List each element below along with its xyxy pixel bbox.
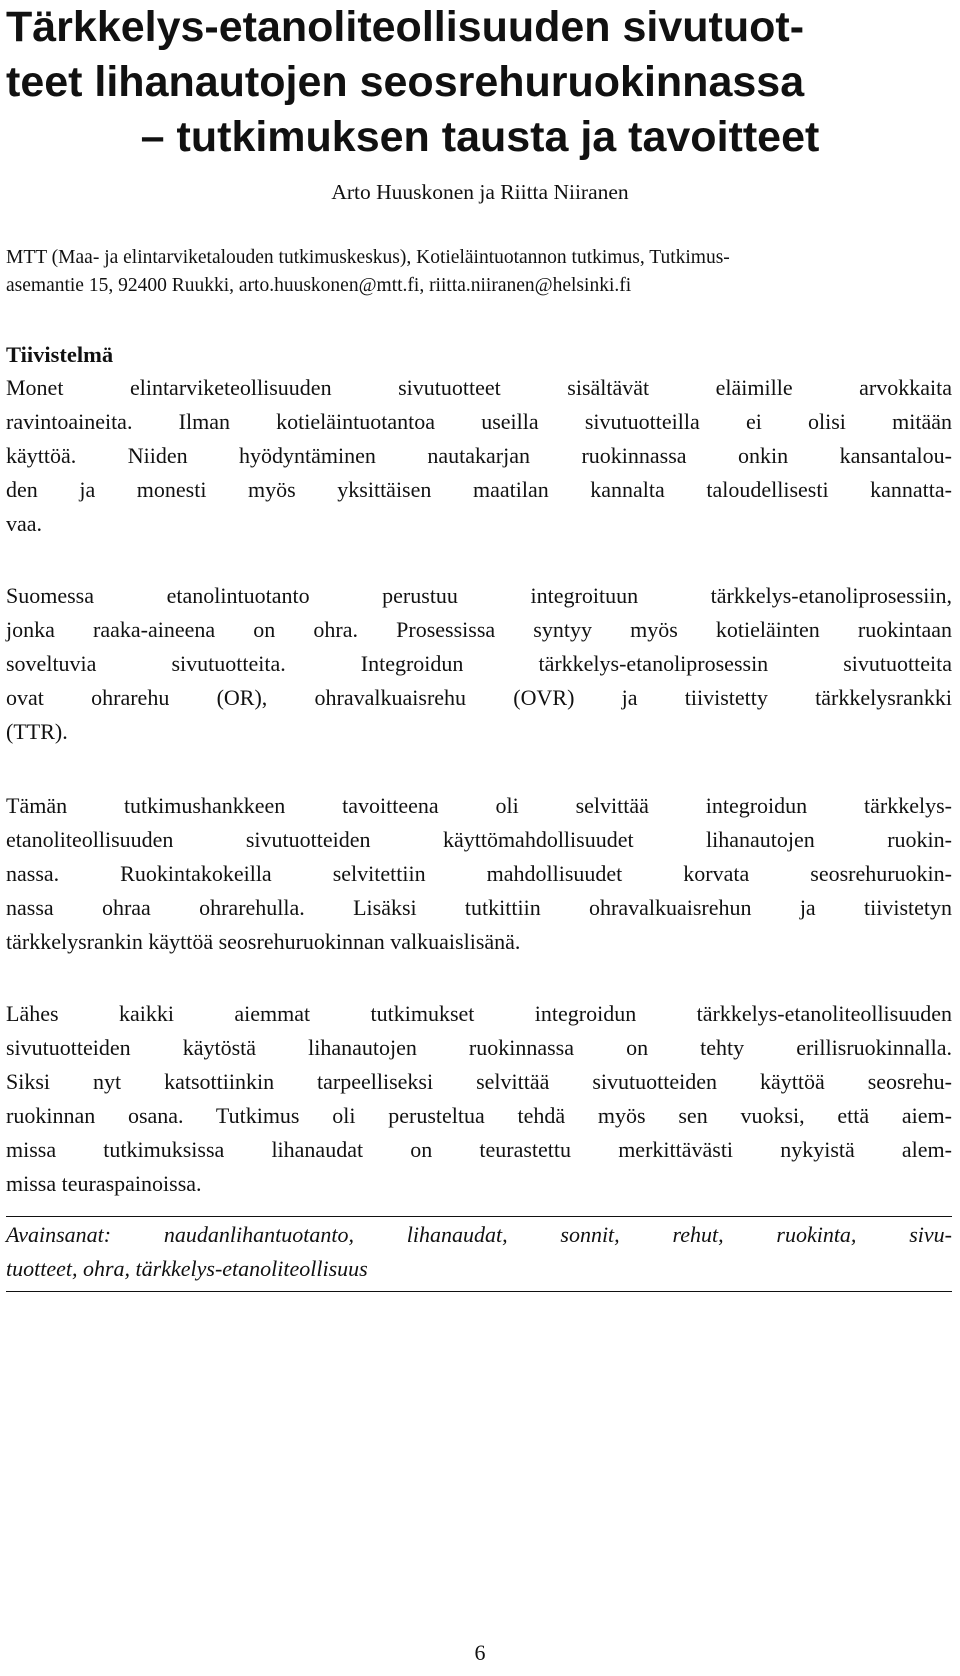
text-line: missa tutkimuksissa lihanaudat on teurastettu merkittävästi nykyistä alem- [6, 1137, 952, 1162]
keywords-line: Avainsanat: naudanlihantuotanto, lihanaudat, sonnit, rehut, ruokinta, sivu- [6, 1222, 952, 1247]
page-number: 6 [474, 1640, 486, 1665]
keywords-top-rule [6, 1216, 952, 1217]
text-line: Lähes kaikki aiemmat tutkimukset integroidun tärkkelys-etanoliteollisuuden [6, 1001, 952, 1026]
text-line: ovat ohrarehu (OR), ohravalkuaisrehu (OVR) ja tiivistetty tärkkelysrankki [6, 685, 952, 710]
abstract-paragraph [6, 789, 952, 959]
text-line: soveltuvia sivutuotteita. Integroidun tärkkelys-etanoliprosessin sivutuotteita [6, 651, 952, 676]
text-line: nassa ohraa ohrarehulla. Lisäksi tutkittiin ohravalkuaisrehun ja tiivistetyn [6, 895, 952, 920]
authors: Arto Huuskonen ja Riitta Niiranen [331, 180, 629, 204]
title-line: teet lihanautojen seosrehuruokinnassa [6, 58, 805, 106]
text-line: jonka raaka-aineena on ohra. Prosessissa syntyy myös kotieläinten ruokintaan [6, 617, 952, 642]
keywords [6, 1218, 952, 1286]
text-line: etanoliteollisuuden sivutuotteiden käyttömahdollisuudet lihanautojen ruokin- [6, 827, 952, 852]
affiliation-line: MTT (Maa- ja elintarviketalouden tutkimuskeskus), Kotieläintuotannon tutkimus, Tutkimus- [6, 247, 730, 268]
abstract-paragraph [6, 579, 952, 749]
abstract-heading: Tiivistelmä [6, 342, 114, 367]
text-line: ruokinnan osana. Tutkimus oli perusteltua tehdä myös sen vuoksi, että aiem- [6, 1103, 952, 1128]
text-line: (TTR). [6, 719, 68, 744]
affiliation [6, 244, 952, 300]
text-line: Monet elintarviketeollisuuden sivutuotteet sisältävät eläimille arvokkaita [6, 375, 952, 400]
text-line: Siksi nyt katsottiinkin tarpeelliseksi selvittää sivutuotteiden käyttöä seosrehu- [6, 1069, 952, 1094]
text-line: den ja monesti myös yksittäisen maatilan kannalta taloudellisesti kannatta- [6, 477, 952, 502]
keywords-bottom-rule [6, 1291, 952, 1292]
text-line: Tämän tutkimushankkeen tavoitteena oli selvittää integroidun tärkkelys- [6, 793, 952, 818]
text-line: tärkkelysrankin käyttöä seosrehuruokinnan valkuaislisänä. [6, 929, 521, 954]
abstract-paragraph [6, 371, 952, 541]
paper-title [6, 0, 954, 165]
text-line: ravintoaineita. Ilman kotieläintuotantoa useilla sivutuotteilla ei olisi mitään [6, 409, 952, 434]
text-line: nassa. Ruokintakokeilla selvitettiin mahdollisuudet korvata seosrehuruokin- [6, 861, 952, 886]
text-line: Suomessa etanolintuotanto perustuu integroituun tärkkelys-etanoliprosessiin, [6, 583, 952, 608]
text-line: käyttöä. Niiden hyödyntäminen nautakarjan ruokinnassa onkin kansantalou- [6, 443, 952, 468]
affiliation-line: asemantie 15, 92400 Ruukki, arto.huuskonen@mtt.fi, riitta.niiranen@helsinki.fi [6, 275, 632, 296]
text-line: vaa. [6, 511, 43, 536]
text-line: sivutuotteiden käytöstä lihanautojen ruokinnassa on tehty erillisruokinnalla. [6, 1035, 952, 1060]
keywords-line: tuotteet, ohra, tärkkelys-etanoliteollisuus [6, 1256, 368, 1281]
abstract-paragraph [6, 997, 952, 1201]
title-line: Tärkkelys-etanoliteollisuuden sivutuot- [6, 3, 805, 51]
text-line: missa teuraspainoissa. [6, 1171, 202, 1196]
title-line: – tutkimuksen tausta ja tavoitteet [140, 113, 820, 161]
